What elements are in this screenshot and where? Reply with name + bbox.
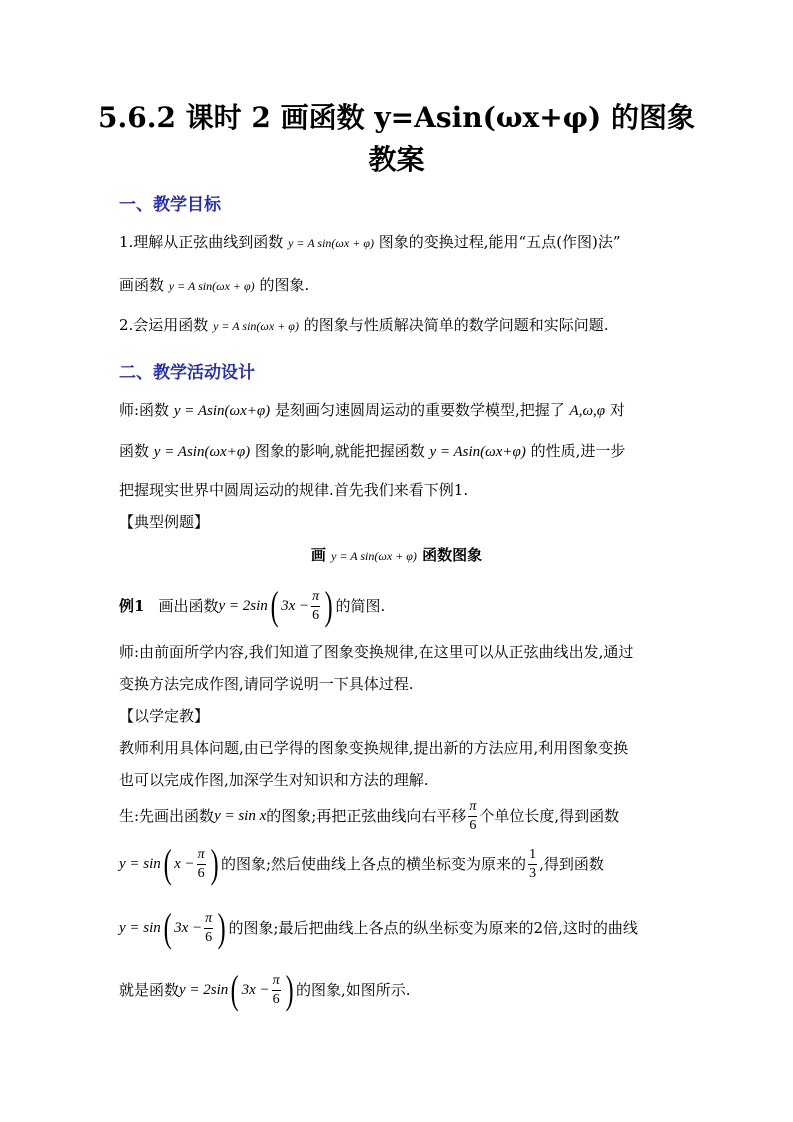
fraction-pi-over-6 — [468, 798, 477, 835]
fraction-pi-over-6 — [311, 588, 320, 625]
denominator: 6 — [205, 929, 213, 945]
goal-1-line-1 — [119, 232, 621, 253]
student-line-3 — [119, 906, 638, 950]
left-paren: ( — [163, 841, 172, 886]
text: 画 — [310, 546, 326, 564]
example-1-line — [119, 583, 386, 628]
left-paren: ( — [270, 583, 279, 628]
formula: y = 2sin — [179, 982, 229, 998]
text: 函数 — [119, 442, 150, 460]
numerator: 1 — [528, 846, 537, 865]
right-paren: ) — [324, 583, 333, 628]
section-heading-goals: 一、教学目标 — [119, 195, 221, 215]
formula: A,ω,φ — [569, 403, 606, 419]
intro-line-3: 把握现实世界中圆周运动的规律.首先我们来看下例1. — [119, 481, 469, 499]
text: 2.会运用函数 — [119, 316, 209, 334]
left-paren: ( — [163, 905, 172, 950]
fraction-1-over-3 — [528, 846, 537, 883]
page-title-line2: 教案 — [368, 143, 425, 176]
goal-2-line — [119, 315, 609, 336]
formula: y = Asin(ωx+φ) — [153, 444, 251, 460]
text: 师:函数 — [119, 401, 170, 419]
formula: y = sin — [119, 856, 161, 872]
denominator: 6 — [272, 991, 280, 1007]
text: 对 — [609, 401, 625, 419]
left-paren: ( — [230, 967, 239, 1012]
text: 的图象与性质解决简单的数学问题和实际问题. — [303, 316, 609, 334]
learn-line-1: 教师利用具体问题,由已学得的图象变换规律,提出新的方法应用,利用图象变换 — [119, 739, 629, 757]
formula: 3x − — [174, 920, 203, 936]
text: 图象的变换过程,能用“五点(作图)法” — [378, 233, 621, 251]
formula: y = A sin(ωx + φ) — [168, 279, 255, 293]
intro-line-1 — [119, 400, 625, 421]
text: 函数图象 — [422, 546, 483, 564]
student-line-2 — [119, 842, 604, 886]
text: 就是函数 — [119, 981, 180, 999]
denominator: 6 — [469, 817, 477, 833]
text: 画出函数 — [158, 597, 219, 615]
numerator: π — [197, 846, 206, 865]
formula: 3x − — [241, 982, 270, 998]
example-label: 例1 — [119, 597, 145, 615]
text: 的图象;然后使曲线上各点的横坐标变为原来的 — [221, 855, 527, 873]
text: 是刻画匀速圆周运动的重要数学模型,把握了 — [274, 401, 565, 419]
formula: y = A sin(ωx + φ) — [288, 236, 374, 250]
formula: y = Asin(ωx+φ) — [173, 403, 271, 419]
numerator: π — [311, 588, 320, 607]
formula: y = sin x — [214, 808, 267, 824]
text: 的图象;最后把曲线上各点的纵坐标变为原来的2倍,这时的曲线 — [228, 919, 638, 937]
denominator: 6 — [197, 865, 205, 881]
text: 画函数 — [119, 276, 165, 294]
right-paren: ) — [217, 905, 226, 950]
text: 个单位长度,得到函数 — [479, 807, 620, 825]
numerator: π — [272, 972, 281, 991]
typical-center-title — [80, 544, 713, 565]
numerator: π — [468, 798, 477, 817]
text: ,得到函数 — [539, 855, 604, 873]
text: 生:先画出函数 — [119, 807, 215, 825]
formula: y = sin — [119, 920, 161, 936]
text: 的性质,进一步 — [530, 442, 626, 460]
student-line-4 — [119, 968, 411, 1012]
intro-line-2 — [119, 441, 625, 462]
text: 的图象;再把正弦曲线向右平移 — [266, 807, 467, 825]
denominator: 6 — [312, 607, 320, 623]
student-line-1 — [119, 796, 619, 836]
text: 的图象. — [259, 276, 310, 294]
numerator: π — [204, 910, 213, 929]
section-heading-activities: 二、教学活动设计 — [119, 363, 255, 383]
formula: y = 2sin — [218, 598, 268, 614]
teacher-line-1: 师:由前面所学内容,我们知道了图象变换规律,在这里可以从正弦曲线出发,通过 — [119, 643, 634, 661]
formula: y = Asin(ωx+φ) — [429, 444, 526, 460]
right-paren: ) — [210, 841, 219, 886]
goal-1-line-2 — [119, 275, 309, 296]
page-title: 5.6.2 课时 2 画函数 y=Asin(ωx+φ) 的图象 — [97, 101, 696, 134]
learn-label: 【以学定教】 — [119, 707, 210, 725]
text: 的图象,如图所示. — [296, 981, 411, 999]
formula: y = A sin(ωx + φ) — [213, 319, 299, 333]
learn-line-2: 也可以完成作图,加深学生对知识和方法的理解. — [119, 771, 429, 789]
denominator: 3 — [529, 865, 537, 881]
formula: 3x − — [281, 598, 310, 614]
fraction-pi-over-6 — [204, 910, 213, 947]
text: 1.理解从正弦曲线到函数 — [119, 233, 284, 251]
fraction-pi-over-6 — [272, 972, 281, 1009]
typical-label: 【典型例题】 — [119, 513, 210, 531]
text: 图象的影响,就能把握函数 — [254, 442, 425, 460]
formula: y = A sin(ωx + φ) — [331, 549, 417, 563]
fraction-pi-over-6 — [197, 846, 206, 883]
teacher-line-2: 变换方法完成作图,请同学说明一下具体过程. — [119, 675, 414, 693]
formula: x − — [174, 856, 195, 872]
text: 的简图. — [335, 597, 386, 615]
right-paren: ) — [285, 967, 294, 1012]
